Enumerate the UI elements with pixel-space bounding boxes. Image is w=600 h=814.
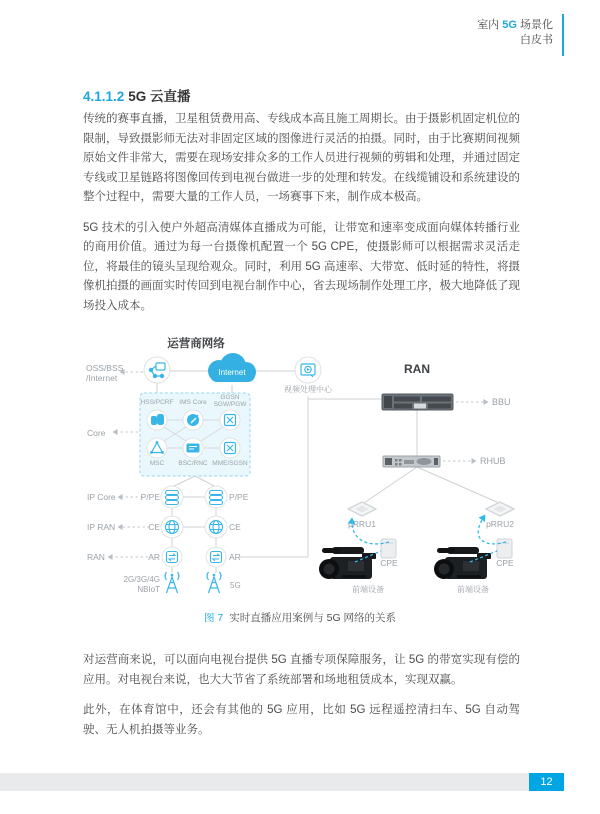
page-number: 12 (529, 773, 564, 791)
bbu-label: BBU (492, 397, 511, 407)
core-label: Core (87, 428, 106, 438)
rhub-label: RHUB (480, 456, 506, 466)
header-line2: 白皮书 (520, 34, 553, 46)
header-line1-accent: 5G (502, 19, 517, 31)
internet-cloud (208, 353, 256, 382)
figure-caption-prefix: 图 7 (203, 612, 224, 624)
cpe-right-label: CPE (496, 558, 514, 568)
ggsn-label-line1: GGSN (220, 394, 240, 401)
network-diagram-svg (55, 333, 555, 605)
paragraph-3: 对运营商来说，可以面向电视台提供 5G 直播专项保障服务，让 5G 的带宽实现有偿的应用。对电视台来说，也大大节省了系统部署和场地租赁成本，实现双赢。 (83, 654, 520, 686)
section-number: 4.1.1.2 (83, 89, 125, 104)
ar-label-right: AR (229, 552, 241, 562)
oss-node (144, 357, 170, 383)
ce-label-left: CE (148, 522, 160, 532)
ggsn-label-line2: SGW/PGW (213, 401, 247, 408)
rhub-device-image (383, 456, 440, 467)
ims-label: IMS Core (179, 399, 207, 406)
section-heading (83, 85, 191, 105)
server-panel-icon (187, 444, 200, 453)
base-station-icons (165, 572, 221, 593)
prru2-device (486, 502, 514, 516)
legacy-ran-label-line2: NBIoT (137, 585, 160, 594)
operator-network-title: 运营商网络 (167, 338, 225, 350)
ran-row-label: RAN (87, 552, 105, 562)
camera-icon-right (434, 547, 491, 579)
ppe-label-right: P/PE (229, 492, 249, 502)
ran-title: RAN (404, 362, 430, 376)
internet-label: Internet (218, 368, 246, 377)
msc-label: MSC (149, 460, 165, 467)
ip-ran-row-label: IP RAN (87, 522, 116, 532)
camera-icon-left (319, 547, 376, 579)
oss-label-line2: /Internet (86, 373, 118, 383)
figure-caption (0, 610, 600, 625)
bsc-label: BSC/RNC (178, 460, 208, 467)
core-pen-icon (187, 414, 199, 426)
frontend-label-left: 前端设备 (352, 585, 384, 594)
header-accent-bar (562, 14, 565, 56)
ar-label-left: AR (148, 552, 160, 562)
video-center-node (295, 357, 321, 383)
prru1-device (348, 502, 376, 516)
video-center-label: 视频处理中心 (284, 385, 332, 394)
mme-label: MME/SGSN (212, 460, 248, 467)
header-line1 (477, 18, 553, 33)
page-header (477, 18, 553, 48)
ce-label-right: CE (229, 522, 241, 532)
cpe-left-label: CPE (380, 558, 398, 568)
ppe-label-left: P/PE (140, 492, 160, 502)
header-line1-post: 场景化 (516, 19, 553, 31)
body-copy-top (83, 110, 520, 327)
paragraph-4: 此外，在体育馆中，还会有其他的 5G 应用，比如 5G 远程遥控清扫车、5G 自动驾驶、无人机拍摄等业务。 (83, 704, 520, 736)
oss-label-line1: OSS/BSS (86, 363, 124, 373)
figure-diagram (55, 333, 555, 605)
frontend-label-right: 前端设备 (457, 585, 489, 594)
prru1-label: pRRU1 (348, 519, 376, 529)
hss-label: HSS/PCRF (140, 399, 174, 406)
prru2-label: pRRU2 (486, 519, 514, 529)
body-copy-bottom (83, 651, 520, 751)
paragraph-1: 传统的赛事直播，卫星租赁费用高、专线成本高且施工周期长。由于摄影机固定机位的限制，导致摄影师无法对非固定区域的图像进行灵活的拍摄。同时，由于比赛期间视频原始文件非常大，需要在现场安排众多的工作人员进行视频的剪辑和处理，并通过固定专线或卫星链路将图像回传到电视台做进一步的处理和转发。在线缆铺设和系统建设的整个过程中，需要大量的工作人员，一场赛事下来，制作成本极高。 (83, 113, 520, 203)
footer-bar (0, 773, 529, 791)
fiveg-ran-label: 5G (230, 581, 241, 590)
section-title: 5G 云直播 (128, 89, 191, 104)
bbu-device-image (382, 394, 453, 410)
ip-core-row-label: IP Core (87, 492, 116, 502)
header-line1-pre: 室内 (477, 19, 503, 31)
figure-caption-text: 实时直播应用案例与 5G 网络的关系 (229, 612, 397, 624)
paragraph-2: 5G 技术的引入使户外超高清媒体直播成为可能，让带宽和速率变成面向媒体转播行业的商用价值。通过为每一台摄像机配置一个 5G CPE，使摄影师可以根据需求灵活走位，将最佳的镜头呈现给观众。同时，利用 5G 高速率、大带宽、低时延的特性，将摄像机拍摄的画面实时传回到电视台制作中心，省去现场制作处理工序，极大地降低了现场投入成本。 (83, 221, 520, 312)
legacy-ran-label-line1: 2G/3G/4G (123, 575, 160, 584)
ar-nodes (162, 547, 226, 567)
